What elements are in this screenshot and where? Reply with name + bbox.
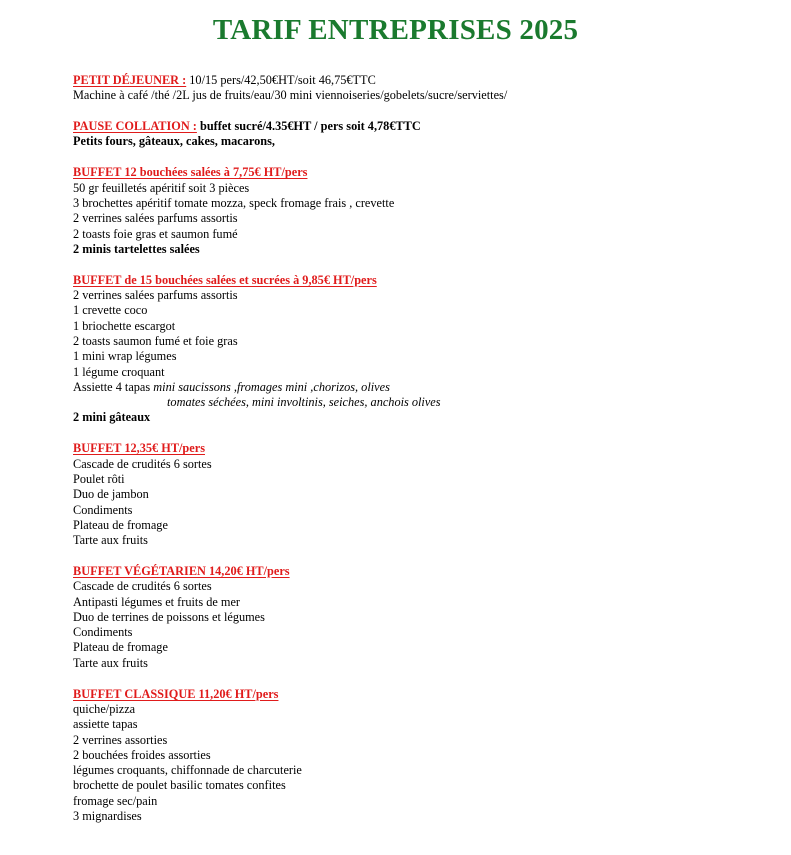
section-heading: BUFFET 12,35€ HT/pers xyxy=(73,441,205,456)
section-heading: BUFFET VÉGÉTARIEN 14,20€ HT/pers xyxy=(73,563,290,578)
list-item: 2 bouchées froides assorties xyxy=(73,747,211,762)
list-item: 2 mini gâteaux xyxy=(73,410,151,425)
list-item: assiette tapas xyxy=(73,717,138,732)
section-buffet-15-bouchees xyxy=(73,273,773,426)
section-heading: BUFFET CLASSIQUE 11,20€ HT/pers xyxy=(73,686,279,701)
list-item: quiche/pizza xyxy=(73,701,136,716)
list-item: Condiments xyxy=(73,502,133,517)
list-item: légumes croquants, chiffonnade de charcuterie xyxy=(73,763,302,778)
list-item: brochette de poulet basilic tomates confites xyxy=(73,778,286,793)
section-price: buffet sucré/4.35€HT / pers soit 4,78€TTC xyxy=(196,119,421,134)
list-item: Antipasti légumes et fruits de mer xyxy=(73,594,240,609)
list-item: 2 minis tartelettes salées xyxy=(73,241,200,256)
page-title: TARIF ENTREPRISES 2025 xyxy=(212,14,579,46)
list-item: Poulet rôti xyxy=(73,471,125,486)
list-item: Duo de terrines de poissons et légumes xyxy=(73,609,265,624)
list-item: 2 toasts saumon fumé et foie gras xyxy=(73,333,238,348)
section-pause-collation xyxy=(73,119,773,150)
list-item: 1 crevette coco xyxy=(73,303,148,318)
list-item: Machine à café /thé /2L jus de fruits/eau/30 mini viennoiseries/gobelets/sucre/serviettes/ xyxy=(73,88,508,103)
section-heading: PAUSE COLLATION : xyxy=(73,119,197,134)
section-buffet-classique xyxy=(73,687,773,825)
list-item: Tarte aux fruits xyxy=(73,655,148,670)
section-buffet-12-bouchees xyxy=(73,165,773,257)
tapas-details: mini saucissons ,fromages mini ,chorizos, olives xyxy=(153,379,390,394)
list-item: Petits fours, gâteaux, cakes, macarons, xyxy=(73,134,275,149)
tapas-label: Assiette 4 tapas xyxy=(73,379,154,394)
list-item: Cascade de crudités 6 sortes xyxy=(73,579,212,594)
list-item: Plateau de fromage xyxy=(73,517,168,532)
section-heading: PETIT DÉJEUNER : xyxy=(73,73,187,87)
list-item: 1 briochette escargot xyxy=(73,318,176,333)
list-item: Cascade de crudités 6 sortes xyxy=(73,456,212,471)
list-item: Condiments xyxy=(73,625,133,640)
section-buffet-1235 xyxy=(73,441,773,548)
list-item: 1 mini wrap légumes xyxy=(73,349,177,364)
list-item xyxy=(73,380,773,395)
list-item: fromage sec/pain xyxy=(73,793,158,808)
section-heading: BUFFET de 15 bouchées salées et sucrées à 9,85€ HT/pers xyxy=(73,272,377,287)
list-item: Plateau de fromage xyxy=(73,640,168,655)
list-item: Tarte aux fruits xyxy=(73,533,148,548)
list-item: 3 brochettes apéritif tomate mozza, speck fromage frais , crevette xyxy=(73,195,395,210)
section-price: 10/15 pers/42,50€HT/soit 46,75€TTC xyxy=(186,73,376,87)
section-petit-dejeuner xyxy=(73,73,773,104)
list-item: 2 verrines salées parfums assortis xyxy=(73,288,238,303)
price-list xyxy=(73,73,773,824)
list-item: 50 gr feuilletés apéritif soit 3 pièces xyxy=(73,180,250,195)
section-buffet-vegetarien xyxy=(73,564,773,671)
section-heading: BUFFET 12 bouchées salées à 7,75€ HT/pers xyxy=(73,165,308,180)
list-item: 2 toasts foie gras et saumon fumé xyxy=(73,226,238,241)
list-item: Duo de jambon xyxy=(73,487,149,502)
tapas-details-continued: tomates séchées, mini involtinis, seiches, anchois olives xyxy=(167,395,441,410)
list-item: 1 légume croquant xyxy=(73,364,165,379)
list-item: 3 mignardises xyxy=(73,809,142,824)
list-item: 2 verrines assorties xyxy=(73,732,168,747)
list-item: 2 verrines salées parfums assortis xyxy=(73,211,238,226)
